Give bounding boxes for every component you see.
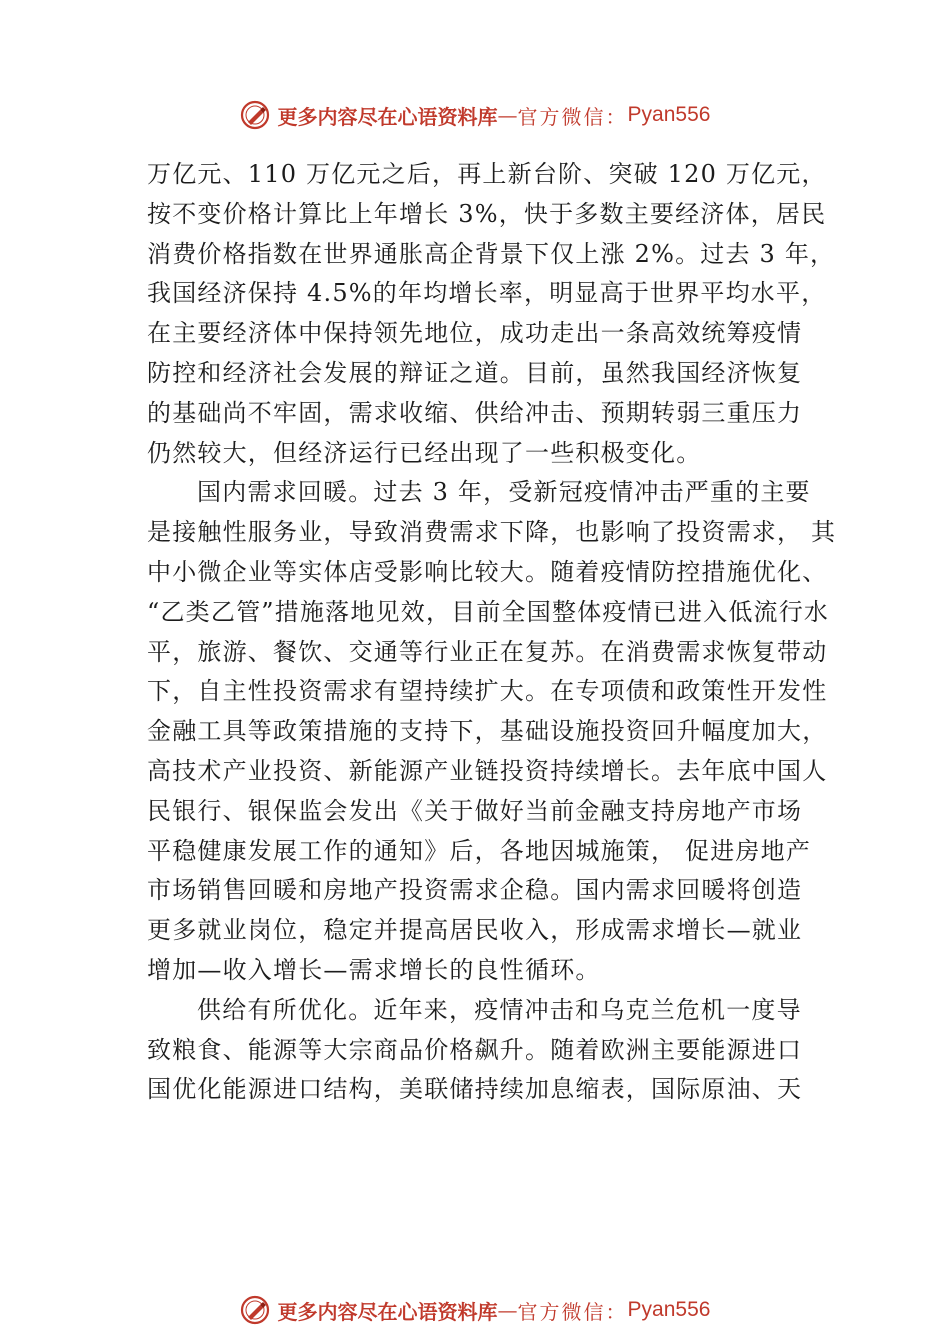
document-body [147,155,837,1110]
text-line: 民银行、银保监会发出《关于做好当前金融支持房地产市场 [147,796,803,825]
text-line: 高技术产业投资、新能源产业链投资持续增长。去年底中国人 [147,756,828,785]
banner-separator: — [497,103,518,127]
text-line: 的基础尚不牢固，需求收缩、供给冲击、预期转弱三重压力 [147,398,803,427]
pen-nib-seal-icon [240,100,270,130]
paragraph-start-line: 国内需求回暖。过去 3 年，受新冠疫情冲击严重的主要 [197,478,811,507]
text-line: 平稳健康发展工作的通知》后，各地因城施策， 促进房地产 [147,836,812,865]
footer-banner [0,1288,950,1332]
banner-brand-text: 更多内容尽在心语资料库 [277,1299,498,1324]
text-line: 下，自主性投资需求有望持续扩大。在专项债和政策性开发性 [147,677,828,706]
banner-account-id: Pyan556 [627,103,711,126]
text-line: 国优化能源进口结构，美联储持续加息缩表，国际原油、天 [147,1075,803,1104]
text-line: 致粮食、能源等大宗商品价格飙升。随着欧洲主要能源进口 [147,1035,803,1064]
banner-official-label: 官方微信： [517,1299,628,1324]
text-line: 金融工具等政策措施的支持下，基础设施投资回升幅度加大， [147,717,828,746]
header-banner [0,93,950,137]
text-line: 我国经济保持 4.5%的年均增长率，明显高于世界平均水平， [147,279,827,308]
text-line: “乙类乙管”措施落地见效，目前全国整体疫情已进入低流行水 [147,597,830,626]
text-line: 中小微企业等实体店受影响比较大。随着疫情防控措施优化、 [147,557,828,586]
text-line: 更多就业岗位，稳定并提高居民收入，形成需求增长—就业 [147,916,803,945]
text-line: 按不变价格计算比上年增长 3%，快于多数主要经济体，居民 [147,199,827,228]
text-line: 市场销售回暖和房地产投资需求企稳。国内需求回暖将创造 [147,876,803,905]
pen-nib-seal-icon [240,1295,270,1325]
text-line: 仍然较大，但经济运行已经出现了一些积极变化。 [147,438,702,467]
paragraph-start-line: 供给有所优化。近年来，疫情冲击和乌克兰危机一度导 [197,995,802,1024]
banner-official-label: 官方微信： [517,104,628,129]
text-line: 消费价格指数在世界通胀高企背景下仅上涨 2%。过去 3 年， [147,239,836,268]
text-line: 平，旅游、餐饮、交通等行业正在复苏。在消费需求恢复带动 [147,637,828,666]
banner-brand-text: 更多内容尽在心语资料库 [277,104,498,129]
text-line: 增加—收入增长—需求增长的良性循环。 [147,955,601,984]
banner-account-id: Pyan556 [627,1298,711,1321]
text-line: 是接触性服务业，导致消费需求下降，也影响了投资需求， 其 [147,518,837,547]
text-line: 万亿元、110 万亿元之后，再上新台阶、突破 120 万亿元， [147,160,827,188]
banner-separator: — [497,1298,518,1322]
text-line: 防控和经济社会发展的辩证之道。目前，虽然我国经济恢复 [147,358,803,387]
text-line: 在主要经济体中保持领先地位，成功走出一条高效统筹疫情 [147,319,803,348]
